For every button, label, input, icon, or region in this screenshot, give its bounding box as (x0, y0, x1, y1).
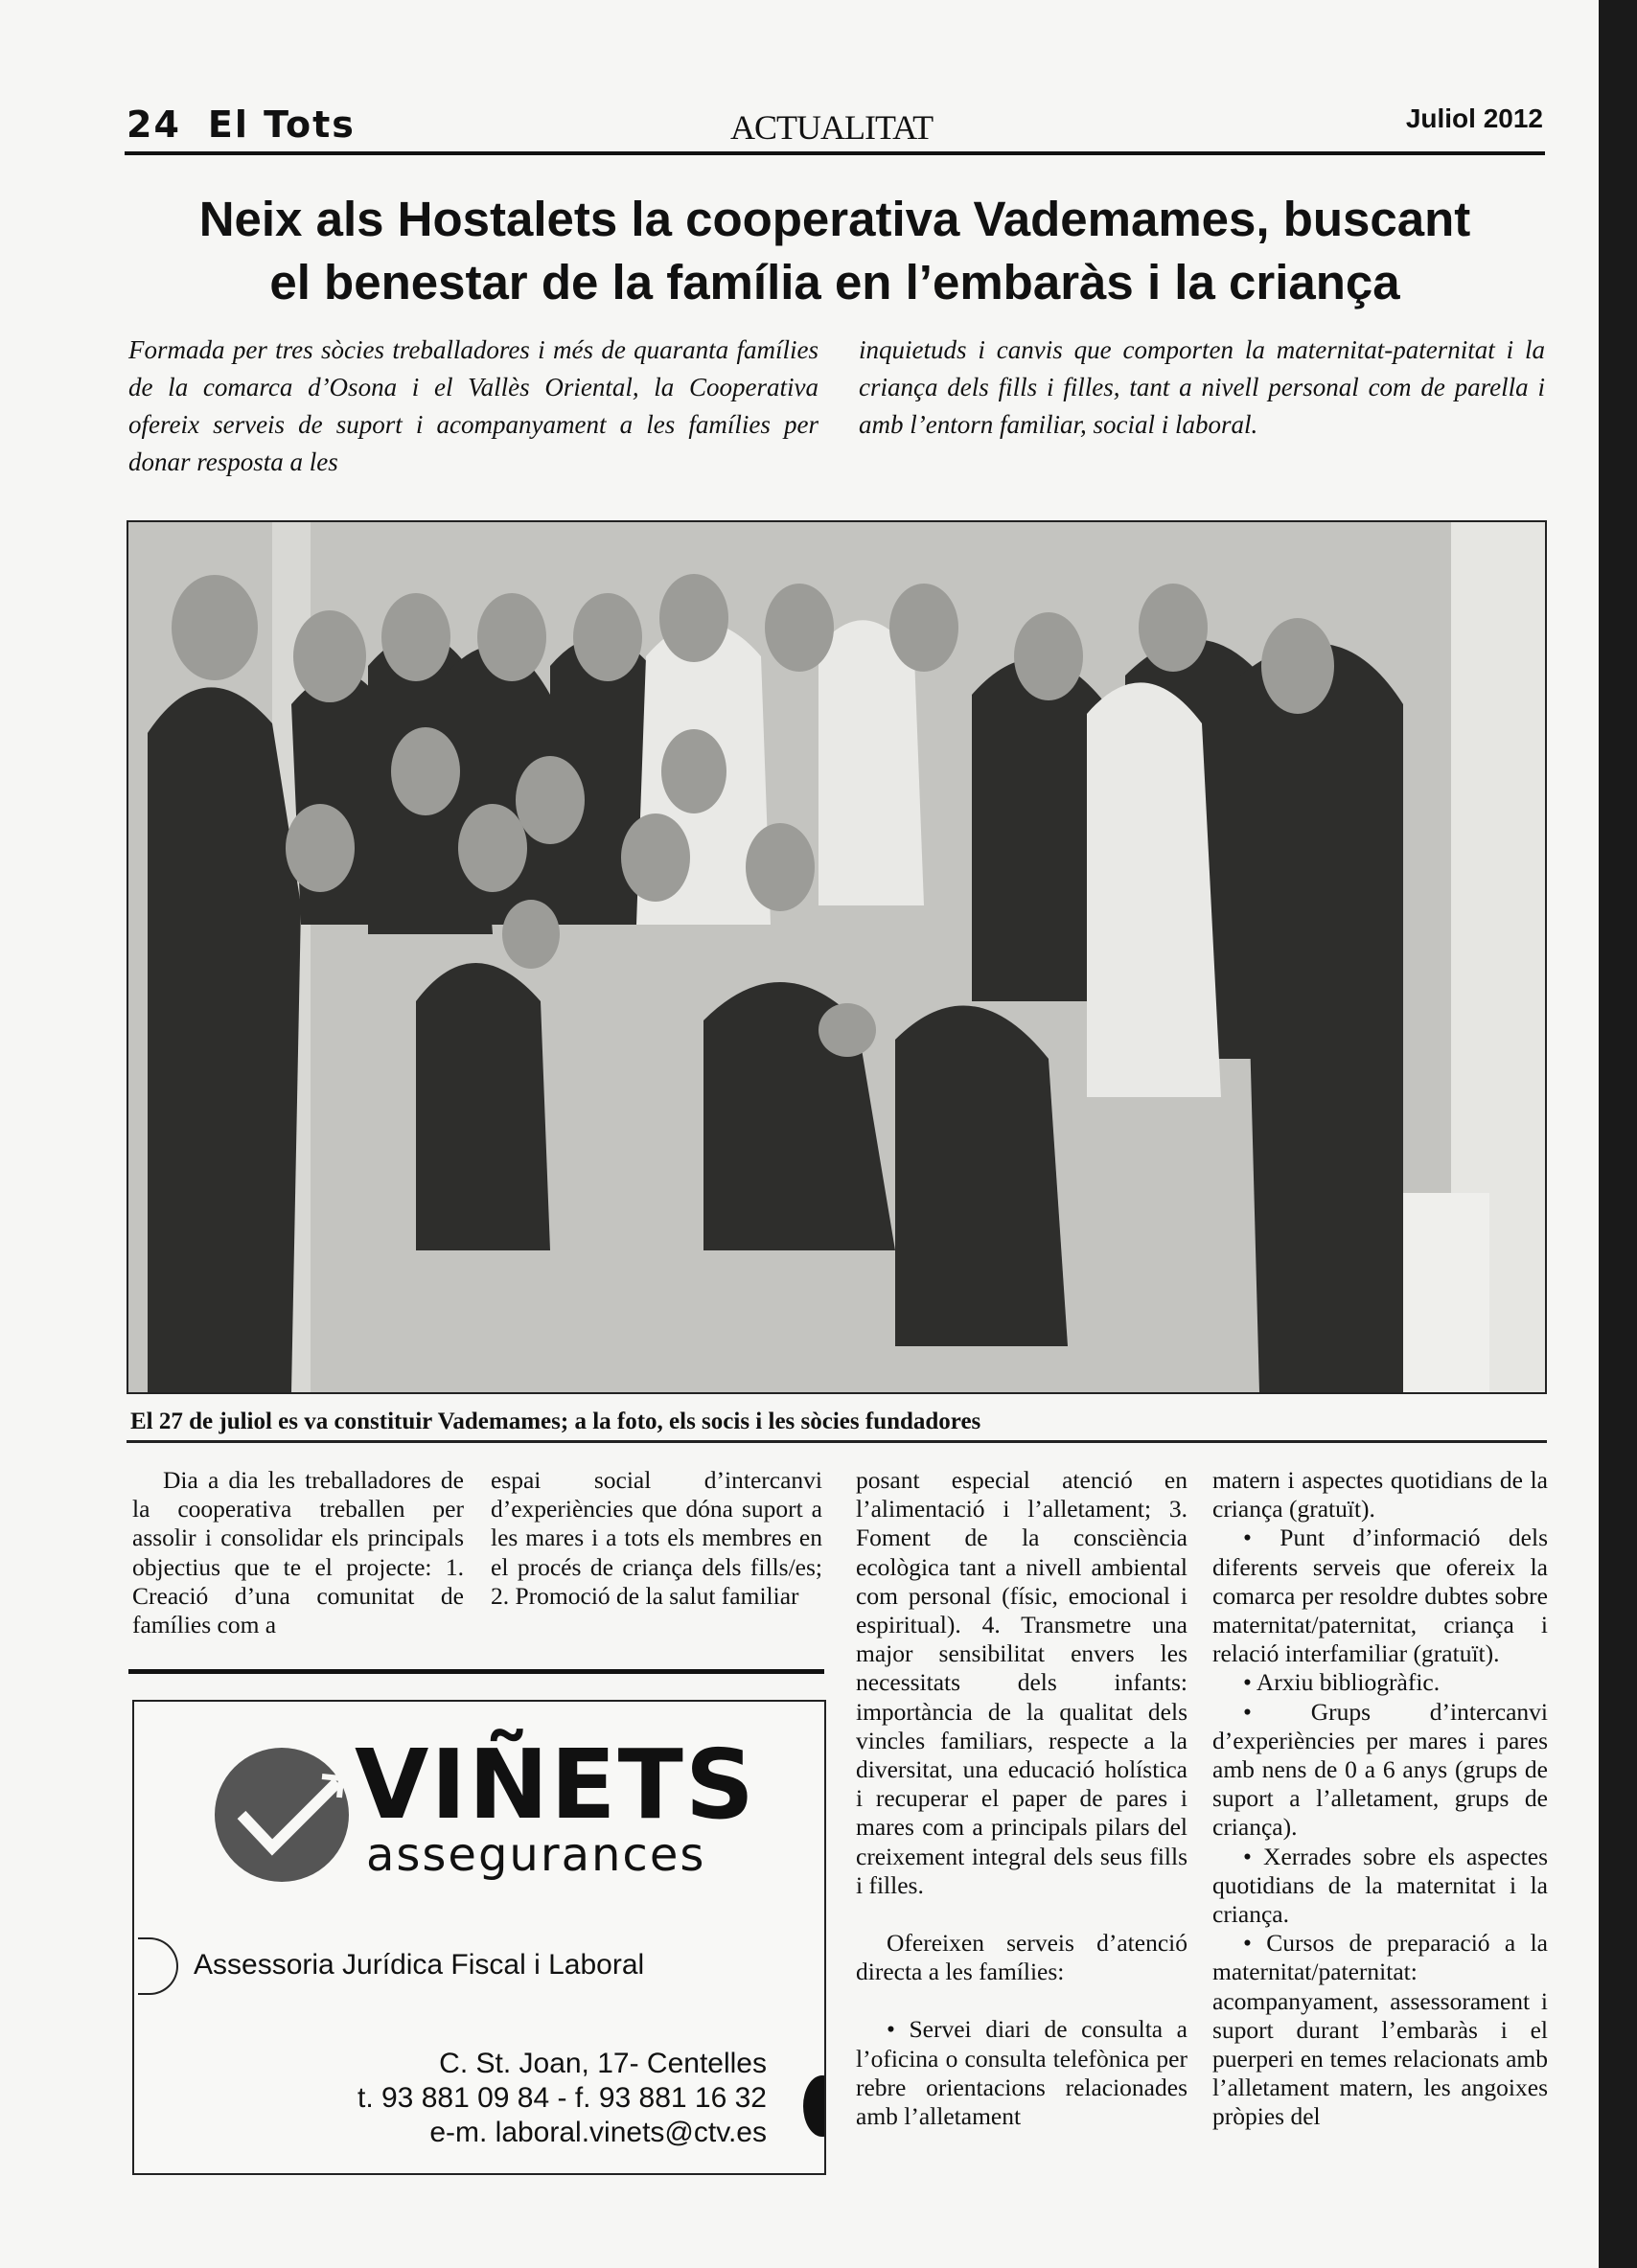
article-headline (125, 188, 1545, 314)
ad-phone: t. 93 881 09 84 - f. 93 881 16 32 (357, 2082, 767, 2114)
body-paragraph: Ofereixen serveis d’atenció directa a les famílies: (856, 1929, 1187, 1986)
body-paragraph: posant especial atenció en l’alimentació i l’alletament; 3. Foment de la consciència ecològica tant a nivell ambiental com personal (físic, emocional i espiritual). 4. Transmetre una major sensibilitat envers les necessitats dels infants: importància de la qualitat dels vincles familiars, respecte a la diversitat, una educació holística i recuperar el paper de pares i mares com a principals pilars del creixement integral dels seus fills i filles. (856, 1466, 1187, 1899)
body-paragraph: espai social d’intercanvi d’experiències que dóna suport a les mares i a tots els membres en el procés de criança dels fills/es; 2. Promoció de la salut familiar (491, 1466, 822, 1610)
publication-name: El Tots (207, 103, 356, 146)
body-paragraph: • Punt d’informació dels diferents serveis que ofereix la comarca per resoldre dubtes sobre maternitat/paternitat, criança i relació interfamiliar (gratuït). (1212, 1523, 1548, 1668)
body-column-1 (132, 1466, 464, 1639)
body-paragraph: Dia a dia les treballadores de la cooperativa treballen per assolir i consolidar els principals objectius que te el projecte: 1. Creació d’una comunitat de famílies com a (132, 1466, 464, 1639)
lead-column-1: Formada per tres sòcies treballadores i més de quaranta famílies de la comarca d’Osona i el Vallès Oriental, la Cooperativa ofereix serveis de suport i acompanyament a les famílies per donar resposta a les (128, 335, 818, 476)
section-title: ACTUALITAT (730, 108, 934, 147)
scan-edge (1599, 0, 1637, 2268)
bracket-decoration (803, 2075, 826, 2137)
vinets-advertisement (132, 1700, 826, 2175)
body-column-3 (856, 1466, 1187, 2131)
headline-line-2: el benestar de la família en l’embaràs i la criança (269, 255, 1400, 309)
body-paragraph: • Xerrades sobre els aspectes quotidians de la maternitat i la criança. (1212, 1842, 1548, 1929)
photo-caption: El 27 de juliol es va constituir Vademames; a la foto, els socis i les sòcies fundadores (130, 1409, 981, 1434)
group-photo-figures (128, 522, 1545, 1392)
page-number: 24 (127, 103, 181, 146)
body-paragraph: • Grups d’intercanvi d’experiències per mares i pares amb nens de 0 a 6 anys (grups de suport a l’alletament, grups de criança). (1212, 1697, 1548, 1842)
ad-service: Assessoria Jurídica Fiscal i Laboral (194, 1949, 645, 1981)
body-paragraph: • Cursos de preparació a la maternitat/paternitat: acompanyament, assessorament i suport durant l’embaràs i el puerperi en temes relacionats amb l’alletament matern, les angoixes pròpies del (1212, 1929, 1548, 2131)
ad-email: e-m. laboral.vinets@ctv.es (429, 2117, 767, 2148)
issue-date: Juliol 2012 (1405, 103, 1543, 133)
body-column-4 (1212, 1466, 1548, 2132)
ad-top-rule (128, 1669, 824, 1674)
caption-rule (127, 1440, 1547, 1443)
header-rule (125, 151, 1545, 155)
body-paragraph: • Servei diari de consulta a l’oficina o consulta telefònica per rebre orientacions relacionades amb l’alletament (856, 2015, 1187, 2131)
page-header-left (127, 103, 356, 146)
headline-line-1: Neix als Hostalets la cooperativa Vademames, buscant (198, 192, 1471, 246)
bracket-decoration (138, 1937, 178, 1995)
body-column-2 (491, 1466, 822, 1611)
ad-brand: VIÑETS (355, 1729, 756, 1841)
ad-brand-sub: assegurances (366, 1828, 706, 1882)
body-paragraph: matern i aspectes quotidians de la criança (gratuït). (1212, 1466, 1548, 1523)
lead-column-2: inquietuds i canvis que comporten la maternitat-paternitat i la criança dels fills i filles, tant a nivell personal com de parella i amb l’entorn familiar, social i laboral. (859, 335, 1545, 439)
group-photo (127, 520, 1547, 1394)
ad-contact (357, 2047, 767, 2150)
check-arrow-icon (215, 1748, 349, 1882)
ad-address: C. St. Joan, 17- Centelles (439, 2048, 767, 2079)
body-paragraph: • Arxiu bibliogràfic. (1243, 1668, 1441, 1697)
